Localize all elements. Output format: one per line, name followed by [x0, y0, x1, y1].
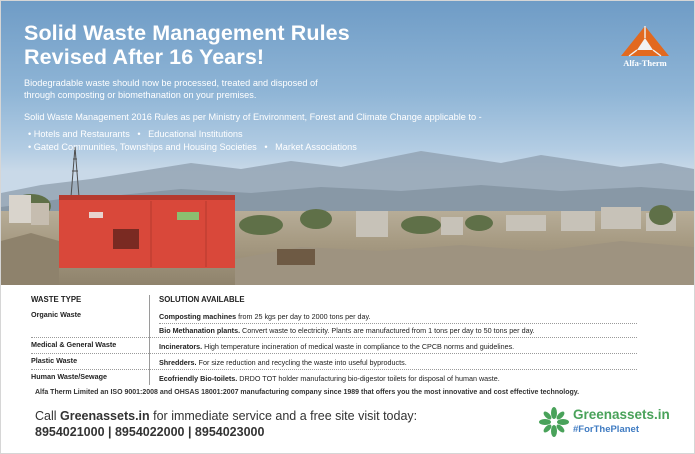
call-to-action	[35, 409, 417, 423]
headline	[24, 21, 350, 69]
bullet-icon: •	[28, 129, 32, 139]
brand-name: Alfa-Therm	[623, 58, 667, 68]
solution-line	[159, 340, 637, 353]
solution-text: High temperature incineration of medical waste in compliance to the CPCB norms and guidelines.	[202, 342, 515, 351]
waste-type-cell: Organic Waste	[31, 308, 149, 338]
solution-text: from 25 kgs per day to 2000 tons per day.	[236, 312, 371, 321]
red-container-unit	[59, 195, 235, 268]
sector-item: Educational Institutions	[148, 129, 243, 139]
waste-type-cell: Plastic Waste	[31, 354, 149, 370]
call-website-link[interactable]: Greenassets.in	[60, 409, 150, 423]
sector-item: Hotels and Restaurants	[33, 129, 130, 139]
sector-item: Gated Communities, Townships and Housing Societies	[33, 141, 257, 152]
alfa-therm-logo	[610, 25, 680, 68]
intro-text	[24, 77, 364, 101]
solution-line	[159, 310, 637, 324]
table-row	[31, 338, 637, 354]
call-suffix: for immediate service and a free site visit today:	[149, 409, 418, 423]
bullet-icon: •	[264, 141, 268, 152]
alfa-therm-triangle-logo-icon	[620, 25, 670, 57]
solution-title: Incinerators.	[159, 342, 203, 351]
solution-cell	[149, 338, 637, 354]
table-row	[31, 370, 637, 385]
headline-line-1: Solid Waste Management Rules	[24, 21, 350, 45]
solution-title: Bio Methanation plants.	[159, 326, 241, 335]
greenassets-leaf-logo-icon	[539, 407, 569, 437]
table-row	[31, 354, 637, 370]
company-statement: Alfa Therm Limited an ISO 9001:2008 and OHSAS 18001:2007 manufacturing company since 1989 that offers you the most innovative and cost effective technology.	[35, 389, 580, 396]
sector-item: Market Associations	[275, 141, 357, 152]
phone-numbers[interactable]: 8954021000 | 8954022000 | 8954023000	[35, 425, 265, 439]
solution-title: Composting machines	[159, 312, 237, 321]
solution-cell	[149, 308, 637, 338]
greenassets-name: Greenassets.in	[573, 407, 670, 422]
solution-text: For size reduction and recycling the waste into useful byproducts.	[196, 358, 407, 367]
call-prefix: Call	[35, 409, 61, 423]
greenassets-tagline: #ForThePlanet	[573, 424, 639, 435]
solution-title: Shredders.	[159, 358, 197, 367]
sector-row-2	[28, 141, 357, 154]
hero-photo	[1, 1, 694, 285]
intro-line-2: through composting or biomethanation on your premises.	[24, 90, 257, 100]
headline-line-2: Revised After 16 Years!	[24, 45, 265, 69]
solution-cell	[149, 354, 637, 370]
solution-text: Convert waste to electricity. Plants are manufactured from 1 tons per day to 50 tons per day.	[240, 326, 535, 335]
rules-applicability-text: Solid Waste Management 2016 Rules as per Ministry of Environment, Forest and Climate Change applicable to -	[24, 112, 482, 122]
greenassets-logo	[539, 406, 679, 440]
solution-line	[159, 372, 637, 385]
sector-row-1	[28, 128, 357, 141]
waste-type-cell: Medical & General Waste	[31, 338, 149, 354]
waste-solution-table	[31, 295, 637, 385]
telecom-tower	[71, 147, 79, 197]
solution-line	[159, 324, 637, 337]
table-header	[31, 295, 637, 308]
header-waste-type: WASTE TYPE	[31, 295, 82, 304]
solution-title: Ecofriendly Bio-toilets.	[159, 374, 238, 383]
intro-line-1: Biodegradable waste should now be processed, treated and disposed of	[24, 78, 318, 88]
solution-text: DRDO TOT holder manufacturing bio-digestor toilets for disposal of human waste.	[237, 374, 500, 383]
applicable-sectors-list	[28, 128, 357, 153]
solution-cell	[149, 370, 637, 385]
solution-line	[159, 356, 637, 369]
bullet-icon: •	[137, 129, 141, 139]
header-solution: SOLUTION AVAILABLE	[149, 295, 245, 308]
table-row	[31, 308, 637, 338]
bullet-icon: •	[28, 141, 32, 152]
waste-type-cell: Human Waste/Sewage	[31, 372, 108, 381]
